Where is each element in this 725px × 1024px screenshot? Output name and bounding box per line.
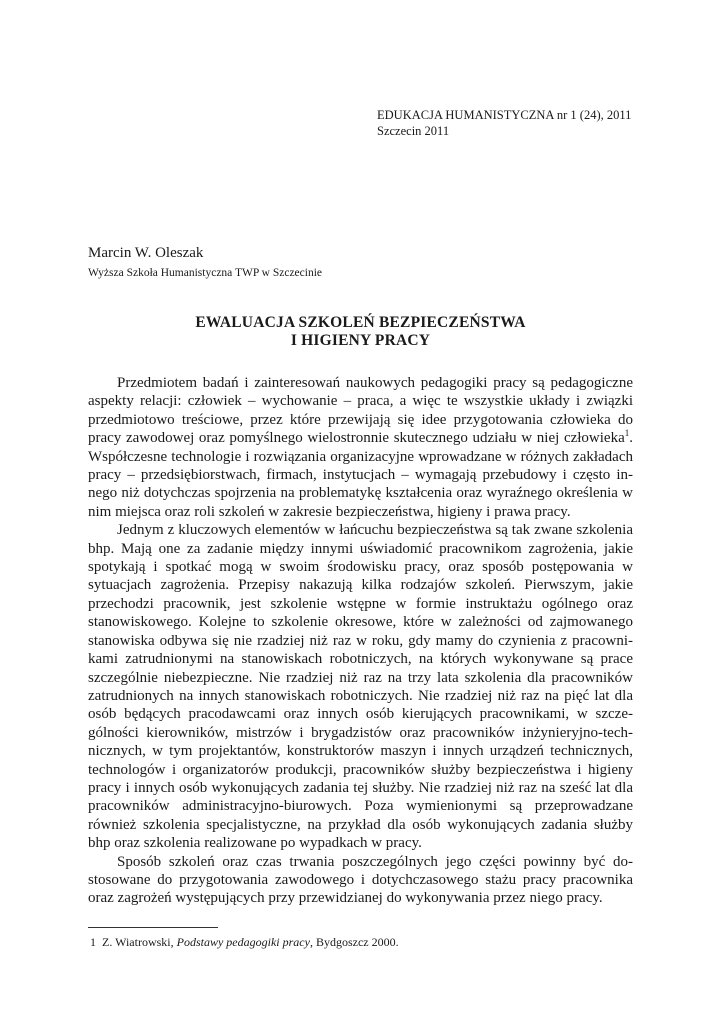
journal-place-year: Szczecin 2011	[377, 124, 450, 138]
article-title-line-1: EWALUACJA SZKOLEŃ BEZPIECZEŃSTWA	[195, 314, 526, 331]
footnote-reference: 1	[624, 428, 630, 439]
footnote-book-title: Podstawy pedagogiki pracy	[176, 935, 310, 949]
body-paragraph-2: Jednym z kluczowych elementów w łańcuchu bezpieczeństwa są tak zwane szkolenia bhp. Mają one za zadanie między innymi uświadomić pracownikom zagrożenia, jakie spotykają i spotkać mogą w swoim środowisku pracy, oraz sposób postępowania w sytuacjach zagrożenia. Przepisy nakazują kilka rodzajów szkoleń. Pierwszym, jakie przechodzi pracownik, jest szkolenie wstępne w formie instruktażu ogólnego oraz stanowiskowego. Kolejne to szkolenie okresowe, które w zależności od zajmowanego stanowiska odbywa się nie rzadziej niż raz w roku, gdy mamy do czynienia z pracownikami zatrudnionymi na stanowiskach robotniczych, na których wykonywane są prace szczególnie niebezpieczne. Nie rzadziej niż raz na trzy lata szkolenia dla pracowników zatrudnionych na innych stanowiskach robotniczych. Nie rzadziej niż raz na pięć lat dla osób będących pracodawcami oraz innych osób kierujących pracownikami, w szczególności kierowników, mistrzów i brygadzistów oraz pracowników inżynieryjno-technicznych, w tym projektantów, konstruktorów maszyn i innych urządzeń technicznych, technologów i organizatorów produkcji, pracowników służby bezpieczeństwa i higieny pracy i innych osób wykonujących zadania tej służby. Nie rzadziej niż raz na sześć lat dla pracowników administracyjno-biurowych. Poza wymienionymi są przeprowadzane również szkolenia specjalistyczne, na przykład dla osób wykonujących zadania służby bhp oraz szkolenia realizowane po wypadkach w pracy.	[88, 522, 633, 852]
author-affiliation: Wyższa Szkoła Humanistyczna TWP w Szczecinie	[88, 267, 323, 279]
footnote	[88, 934, 399, 950]
article-body	[88, 374, 633, 908]
journal-title: EDUKACJA HUMANISTYCZNA nr 1 (24), 2011	[377, 108, 632, 122]
article-title-line-2: I HIGIENY PRACY	[290, 332, 431, 349]
body-paragraph-3: Sposób szkoleń oraz czas trwania poszczególnych jego części powinny być dostosowane do przygotowania zawodowego i dotychczasowego stażu pracy pracownika oraz zagrożeń występujących przy przewidzianej do wykonywania przez niego pracy.	[88, 853, 633, 907]
paragraph-1-text: Przedmiotem badań i zainteresowań naukowych pedagogiki pracy są pedagogiczne aspekty relacji: człowiek – wychowanie – praca, a więc te wszystkie układy i związki przedmiotowo treściowe, przez które przewijają się idee przygotowania człowieka do pracy zawodowej oraz pomyślnego wielostronnie skutecznego udziału w niej człowieka	[88, 375, 633, 447]
author-name: Marcin W. Oleszak	[88, 245, 204, 261]
body-paragraph-1	[88, 374, 633, 521]
footnote-publication: , Bydgoszcz 2000.	[309, 935, 399, 949]
article-title	[88, 314, 633, 350]
journal-header	[377, 107, 631, 139]
author-block	[88, 244, 322, 281]
paragraph-1-text-continued: . Współczesne technologie i rozwiązania organizacyjne wprowadzane w różnych zakładach pracy – przedsiębiorstwach, firmach, instytucjach – wymagają przebudowy i często innego niż dotychczas spojrzenia na problematykę kształcenia oraz wyraźnego określenia w nim miejsca oraz roli szkoleń w zakresie bezpieczeństwa, higieny i prawa pracy.	[88, 430, 633, 520]
footnote-number: 1	[90, 935, 96, 949]
footnote-author: Z. Wiatrowski,	[102, 935, 177, 949]
footnote-separator	[88, 927, 218, 928]
